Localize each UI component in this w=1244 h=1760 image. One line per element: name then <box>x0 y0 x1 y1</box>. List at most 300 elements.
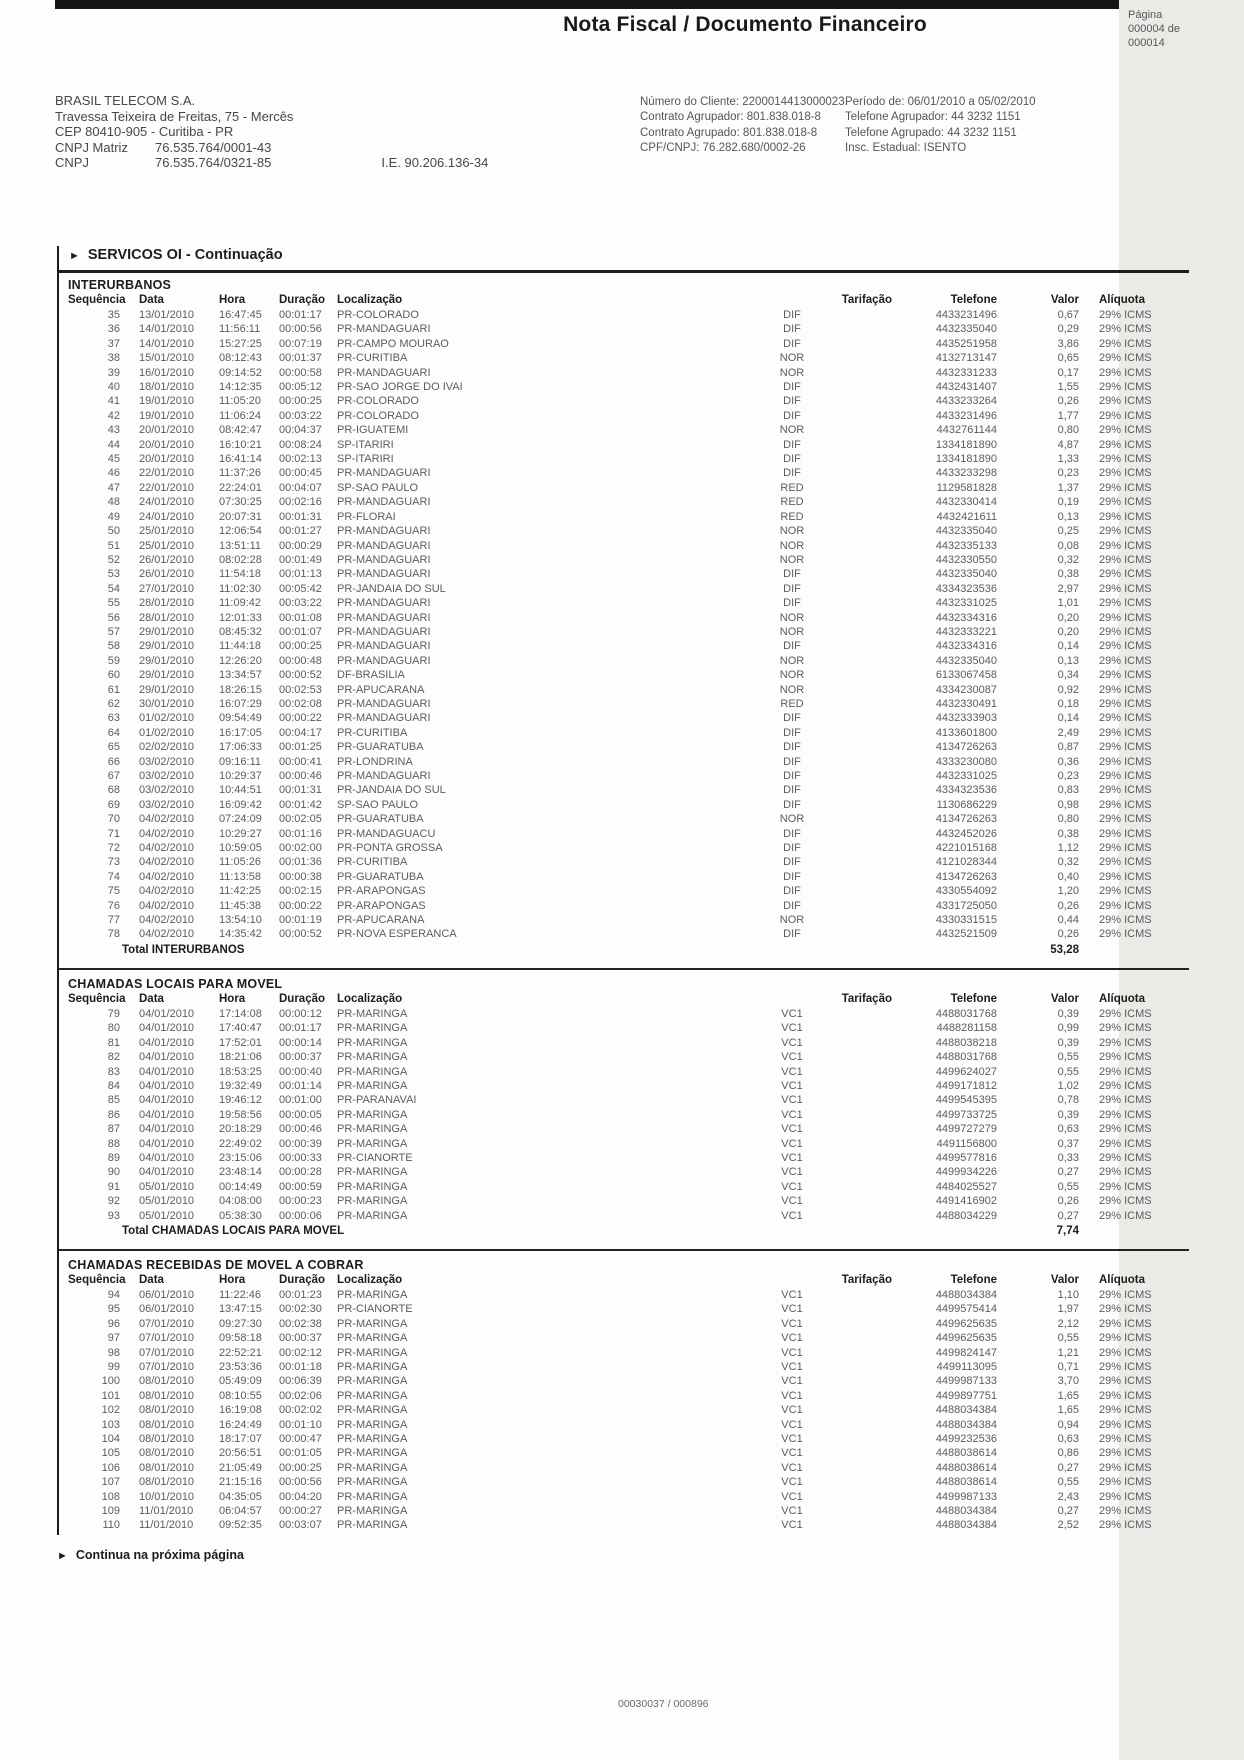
cell-valor: 1,97 <box>1057 1303 1079 1316</box>
cell-localizacao: PR-ARAPONGAS <box>337 885 426 898</box>
cell-hora: 10:29:37 <box>219 770 262 782</box>
cell-aliquota: 29% ICMS <box>1099 352 1152 365</box>
calls-table <box>68 992 1178 1240</box>
cell-data: 08/01/2010 <box>139 1404 195 1417</box>
cell-hora: 11:02:30 <box>219 582 262 595</box>
table-row <box>68 1165 1178 1179</box>
cell-aliquota: 29% ICMS <box>1099 1461 1152 1474</box>
cell-tarifacao: VC1 <box>781 1079 803 1092</box>
cell-aliquota: 29% ICMS <box>1099 1346 1152 1359</box>
page-indicator <box>1128 8 1180 50</box>
cell-localizacao: PR-MARINGA <box>337 1447 408 1460</box>
customer-block-right <box>845 95 1036 157</box>
cell-aliquota: 29% ICMS <box>1099 337 1152 350</box>
table-row <box>68 1007 1178 1021</box>
page-total: 000014 <box>1128 37 1165 49</box>
cell-duracao: 00:01:31 <box>279 510 322 523</box>
cell-duracao: 00:00:46 <box>279 1123 322 1136</box>
cell-telefone: 4491156800 <box>936 1137 997 1150</box>
table-row <box>68 625 1178 639</box>
cell-data: 04/02/2010 <box>139 885 195 898</box>
cell-valor: 0,08 <box>1057 539 1079 552</box>
cell-localizacao: PR-MANDAGUARI <box>337 323 431 336</box>
cell-aliquota: 29% ICMS <box>1099 784 1152 797</box>
cell-duracao: 00:02:00 <box>279 842 322 855</box>
table-section-interurbanos <box>59 273 1189 961</box>
cell-telefone: 4499624027 <box>935 1065 997 1078</box>
table-section-chamadas-recebidas <box>59 1249 1189 1535</box>
cell-sequencia: 101 <box>101 1389 120 1402</box>
cell-hora: 17:06:33 <box>219 741 262 754</box>
cell-duracao: 00:02:38 <box>279 1317 322 1330</box>
cell-hora: 08:42:47 <box>219 424 262 437</box>
cell-localizacao: SP-ITARIRI <box>337 438 394 451</box>
cell-sequencia: 53 <box>107 568 120 581</box>
cell-localizacao: PR-MARINGA <box>337 1505 408 1518</box>
cell-duracao: 00:00:38 <box>279 870 322 883</box>
cell-localizacao: PR-COLORADO <box>337 409 419 422</box>
cell-valor: 4,87 <box>1057 438 1079 451</box>
cell-aliquota: 29% ICMS <box>1099 481 1152 494</box>
table-row <box>68 1331 1178 1345</box>
cell-aliquota: 29% ICMS <box>1099 568 1152 581</box>
table-row <box>68 380 1178 394</box>
cell-data: 08/01/2010 <box>139 1389 195 1402</box>
cell-valor: 0,33 <box>1057 1151 1079 1164</box>
cell-duracao: 00:00:41 <box>279 755 322 768</box>
cell-hora: 22:52:21 <box>219 1346 262 1359</box>
cell-sequencia: 107 <box>101 1476 120 1489</box>
cell-duracao: 00:00:39 <box>279 1137 322 1150</box>
table-row <box>68 1317 1178 1331</box>
table-row <box>68 1180 1178 1194</box>
cell-telefone: 4499625635 <box>935 1332 997 1345</box>
cell-tarifacao: DIF <box>783 395 801 408</box>
cell-tarifacao: VC1 <box>781 1404 803 1417</box>
cell-valor: 0,19 <box>1057 496 1079 509</box>
company-block <box>55 93 488 171</box>
cell-aliquota: 29% ICMS <box>1099 1418 1152 1431</box>
cell-hora: 21:05:49 <box>219 1461 262 1474</box>
cell-data: 03/02/2010 <box>139 755 195 768</box>
cell-duracao: 00:01:00 <box>279 1094 322 1107</box>
cell-hora: 17:52:01 <box>219 1036 262 1049</box>
cell-tarifacao: DIF <box>783 337 801 350</box>
company-cnpj-matriz-row <box>55 140 488 156</box>
customer-block-left <box>640 95 845 157</box>
customer-number: Número do Cliente: 2200014413000023 <box>640 96 845 108</box>
total-spacer <box>692 1223 892 1240</box>
cell-localizacao: PR-MARINGA <box>337 1404 408 1417</box>
cell-telefone: 4488034384 <box>935 1505 997 1518</box>
cell-hora: 08:10:55 <box>219 1389 262 1402</box>
cell-telefone: 4133601800 <box>935 726 997 739</box>
cell-telefone: 4432331025 <box>935 597 997 610</box>
cell-duracao: 00:01:17 <box>279 1022 322 1035</box>
table-row <box>68 1389 1178 1403</box>
cell-tarifacao: VC1 <box>781 1519 803 1532</box>
cell-valor: 1,02 <box>1057 1079 1079 1092</box>
cell-localizacao: PR-LONDRINA <box>337 755 413 768</box>
cell-valor: 0,55 <box>1057 1476 1079 1489</box>
total-spacer <box>892 942 997 959</box>
cell-telefone: 4432335040 <box>935 525 997 538</box>
cell-telefone: 4432431407 <box>935 381 997 394</box>
cell-localizacao: PR-MARINGA <box>337 1036 408 1049</box>
cell-hora: 23:53:36 <box>219 1361 262 1373</box>
cell-data: 29/01/2010 <box>139 669 195 682</box>
column-header-duracao: Duração <box>279 1273 326 1286</box>
table-row <box>68 596 1178 610</box>
table-row <box>68 783 1178 797</box>
cell-tarifacao: VC1 <box>781 1389 803 1402</box>
cell-duracao: 00:00:56 <box>279 1476 322 1489</box>
cell-tarifacao: RED <box>780 697 804 710</box>
table-row <box>68 639 1178 653</box>
cell-duracao: 00:04:17 <box>279 726 322 739</box>
table-row <box>68 726 1178 740</box>
cell-valor: 0,39 <box>1057 1036 1079 1049</box>
cell-data: 04/01/2010 <box>139 1036 195 1049</box>
cell-localizacao: PR-MARINGA <box>337 1490 408 1503</box>
cell-data: 05/01/2010 <box>139 1209 195 1222</box>
cell-hora: 11:44:18 <box>219 640 262 653</box>
cell-tarifacao: RED <box>780 496 804 509</box>
cell-telefone: 4334230087 <box>935 683 997 696</box>
cell-valor: 0,40 <box>1057 870 1079 883</box>
cell-hora: 08:45:32 <box>219 625 262 638</box>
cell-localizacao: PR-NOVA ESPERANCA <box>337 928 457 941</box>
cell-tarifacao: VC1 <box>781 1108 803 1121</box>
cell-duracao: 00:06:39 <box>279 1375 322 1388</box>
page-number: 000004 de <box>1128 23 1180 35</box>
table-row <box>68 1137 1178 1151</box>
cell-localizacao: PR-JANDAIA DO SUL <box>337 784 446 797</box>
cell-hora: 14:12:35 <box>219 381 262 394</box>
cell-hora: 23:15:06 <box>219 1151 262 1164</box>
cell-telefone: 4499897751 <box>935 1389 997 1402</box>
cell-tarifacao: VC1 <box>781 1007 803 1020</box>
cell-telefone: 4432452026 <box>935 827 997 840</box>
table-row <box>68 438 1178 452</box>
cell-aliquota: 29% ICMS <box>1099 1433 1152 1446</box>
cell-aliquota: 29% ICMS <box>1099 1404 1152 1417</box>
cell-sequencia: 94 <box>107 1288 120 1301</box>
cell-sequencia: 110 <box>102 1519 120 1532</box>
cell-sequencia: 108 <box>101 1490 120 1503</box>
cell-localizacao: PR-MARINGA <box>337 1433 408 1446</box>
cell-hora: 11:37:26 <box>219 467 262 480</box>
cell-aliquota: 29% ICMS <box>1099 697 1152 710</box>
cell-data: 08/01/2010 <box>139 1447 195 1460</box>
cell-localizacao: PR-CURITIBA <box>337 726 408 739</box>
cell-localizacao: PR-CURITIBA <box>337 856 408 869</box>
cell-tarifacao: VC1 <box>781 1151 803 1164</box>
cell-valor: 0,26 <box>1057 1195 1079 1208</box>
table-row <box>68 1518 1178 1532</box>
cell-sequencia: 63 <box>107 712 120 725</box>
cell-hora: 22:49:02 <box>219 1137 262 1150</box>
cell-telefone: 4488038614 <box>935 1447 997 1460</box>
cell-sequencia: 89 <box>107 1151 120 1164</box>
cell-tarifacao: VC1 <box>781 1346 803 1359</box>
cell-tarifacao: NOR <box>779 366 805 379</box>
cell-localizacao: PR-MANDAGUARI <box>337 525 431 538</box>
cell-data: 20/01/2010 <box>139 453 195 466</box>
cell-valor: 0,18 <box>1057 697 1079 710</box>
cell-hora: 19:58:56 <box>219 1108 262 1121</box>
cell-telefone: 4432330550 <box>935 553 997 566</box>
cell-aliquota: 29% ICMS <box>1099 1180 1152 1193</box>
cell-tarifacao: VC1 <box>781 1166 803 1179</box>
cell-valor: 0,38 <box>1057 827 1079 840</box>
cell-hora: 09:27:30 <box>219 1317 262 1330</box>
column-header-row <box>68 992 1178 1007</box>
cell-telefone: 4334323536 <box>935 582 997 595</box>
cell-tarifacao: VC1 <box>781 1209 803 1222</box>
cell-sequencia: 37 <box>107 337 120 350</box>
cell-telefone: 4499545395 <box>935 1094 997 1107</box>
cell-aliquota: 29% ICMS <box>1099 1036 1152 1049</box>
cell-data: 29/01/2010 <box>139 683 195 696</box>
cell-localizacao: PR-MANDAGUARI <box>337 625 431 638</box>
cell-valor: 0,55 <box>1057 1065 1079 1078</box>
cell-aliquota: 29% ICMS <box>1099 510 1152 523</box>
cell-duracao: 00:04:37 <box>279 424 322 437</box>
cell-tarifacao: DIF <box>783 928 801 941</box>
cell-sequencia: 80 <box>107 1022 120 1035</box>
cell-duracao: 00:08:24 <box>279 438 322 451</box>
cell-data: 04/01/2010 <box>139 1007 195 1020</box>
cell-localizacao: PR-CAMPO MOURAO <box>337 337 449 350</box>
cell-tarifacao: VC1 <box>781 1094 803 1107</box>
cell-valor: 0,26 <box>1057 395 1079 408</box>
cell-telefone: 4432521509 <box>935 928 997 941</box>
cell-localizacao: PR-MARINGA <box>337 1346 408 1359</box>
cell-aliquota: 29% ICMS <box>1099 1166 1152 1179</box>
cell-sequencia: 105 <box>101 1447 120 1460</box>
cell-hora: 10:29:27 <box>219 827 262 840</box>
contrato-agrupado: Contrato Agrupado: 801.838.018-8 <box>640 126 818 139</box>
column-header-valor: Valor <box>1050 992 1079 1005</box>
cell-aliquota: 29% ICMS <box>1099 1065 1152 1078</box>
table-row <box>68 1302 1178 1316</box>
cell-duracao: 00:01:13 <box>279 568 322 581</box>
cell-tarifacao: DIF <box>783 741 801 754</box>
cell-sequencia: 99 <box>107 1361 120 1373</box>
cell-valor: 1,33 <box>1057 453 1079 466</box>
cell-hora: 12:26:20 <box>219 654 262 667</box>
cell-telefone: 4134726263 <box>935 870 997 883</box>
cell-data: 14/01/2010 <box>139 337 195 350</box>
cell-tarifacao: NOR <box>779 813 805 826</box>
cell-localizacao: PR-MARINGA <box>337 1180 408 1193</box>
cell-aliquota: 29% ICMS <box>1099 669 1152 682</box>
cell-telefone: 1334181890 <box>935 453 997 466</box>
cell-data: 03/02/2010 <box>139 798 195 811</box>
cell-localizacao: PR-MARINGA <box>337 1332 408 1345</box>
cell-valor: 2,52 <box>1057 1519 1079 1532</box>
table-row <box>68 1490 1178 1504</box>
cell-sequencia: 77 <box>107 914 120 927</box>
cell-duracao: 00:03:22 <box>279 409 322 422</box>
table-row <box>68 1151 1178 1165</box>
cell-aliquota: 29% ICMS <box>1099 1195 1152 1208</box>
cell-tarifacao: NOR <box>779 424 805 437</box>
table-row <box>68 1432 1178 1446</box>
cell-tarifacao: VC1 <box>781 1476 803 1489</box>
cell-hora: 07:30:25 <box>219 496 262 509</box>
cell-tarifacao: DIF <box>783 827 801 840</box>
cell-hora: 17:14:08 <box>219 1007 262 1020</box>
section-arrow-icon: ► <box>69 250 80 262</box>
cell-tarifacao: NOR <box>779 611 805 624</box>
table-row <box>68 1403 1178 1417</box>
cell-sequencia: 78 <box>107 928 120 941</box>
cell-telefone: 6133067458 <box>935 669 997 682</box>
cell-hora: 09:52:35 <box>219 1519 262 1532</box>
insc-estadual: Insc. Estadual: ISENTO <box>845 142 967 155</box>
total-spacer <box>692 942 892 959</box>
cell-data: 05/01/2010 <box>139 1180 195 1193</box>
cell-sequencia: 62 <box>107 697 120 710</box>
cell-data: 04/01/2010 <box>139 1094 195 1107</box>
column-header-data: Data <box>139 1273 164 1286</box>
total-spacer <box>1079 942 1178 959</box>
cell-aliquota: 29% ICMS <box>1099 1007 1152 1020</box>
cell-hora: 15:27:25 <box>219 337 262 350</box>
cell-sequencia: 67 <box>107 770 120 782</box>
cell-tarifacao: DIF <box>783 712 801 725</box>
cell-sequencia: 64 <box>107 726 120 739</box>
cell-aliquota: 29% ICMS <box>1099 827 1152 840</box>
cell-sequencia: 85 <box>107 1094 120 1107</box>
cell-localizacao: PR-IGUATEMI <box>337 424 409 437</box>
cell-telefone: 4499987133 <box>935 1490 997 1503</box>
table-row <box>68 755 1178 769</box>
cell-aliquota: 29% ICMS <box>1099 1476 1152 1489</box>
cell-localizacao: PR-MANDAGUARI <box>337 697 431 710</box>
cell-telefone: 4488031768 <box>935 1051 997 1064</box>
cell-tarifacao: DIF <box>783 856 801 869</box>
cell-data: 16/01/2010 <box>139 366 195 379</box>
cell-hora: 11:54:18 <box>219 568 262 581</box>
cell-telefone: 4334323536 <box>935 784 997 797</box>
cell-data: 08/01/2010 <box>139 1418 195 1431</box>
cell-valor: 0,80 <box>1057 813 1079 826</box>
cell-duracao: 00:00:48 <box>279 654 322 667</box>
cell-hora: 20:07:31 <box>219 510 262 523</box>
cell-sequencia: 87 <box>107 1123 120 1136</box>
cell-tarifacao: NOR <box>779 352 805 365</box>
cell-duracao: 00:01:08 <box>279 611 322 624</box>
cell-telefone: 4488038614 <box>935 1476 997 1489</box>
table-row <box>68 668 1178 682</box>
cell-sequencia: 51 <box>107 539 120 552</box>
table-row <box>68 452 1178 466</box>
cell-sequencia: 56 <box>107 611 120 624</box>
telefone-agrupador: Telefone Agrupador: 44 3232 1151 <box>845 111 1021 124</box>
cell-sequencia: 86 <box>107 1108 120 1121</box>
cell-tarifacao: NOR <box>779 669 805 682</box>
cell-telefone: 4435251958 <box>935 337 997 350</box>
cell-aliquota: 29% ICMS <box>1099 770 1152 782</box>
table-row <box>68 1065 1178 1079</box>
cell-valor: 0,27 <box>1057 1461 1079 1474</box>
cell-localizacao: PR-MARINGA <box>337 1476 408 1489</box>
total-label: Total CHAMADAS LOCAIS PARA MOVEL <box>122 1224 345 1237</box>
cell-tarifacao: DIF <box>783 640 801 653</box>
cell-data: 07/01/2010 <box>139 1346 195 1359</box>
calls-table <box>68 1273 1178 1533</box>
cell-localizacao: PR-MANDAGUARI <box>337 640 431 653</box>
cell-duracao: 00:01:42 <box>279 798 322 811</box>
calls-table <box>68 293 1178 959</box>
cell-data: 08/01/2010 <box>139 1476 195 1489</box>
table-row <box>68 1021 1178 1035</box>
column-header-duracao: Duração <box>279 992 326 1005</box>
cell-localizacao: PR-MARINGA <box>337 1137 408 1150</box>
cell-duracao: 00:04:07 <box>279 481 322 494</box>
cnpj-matriz-value: 76.535.764/0001-43 <box>155 139 272 155</box>
cell-aliquota: 29% ICMS <box>1099 309 1152 321</box>
cell-aliquota: 29% ICMS <box>1099 798 1152 811</box>
cell-data: 04/02/2010 <box>139 842 195 855</box>
cell-data: 04/02/2010 <box>139 827 195 840</box>
cell-tarifacao: DIF <box>783 870 801 883</box>
cell-localizacao: PR-MANDAGUARI <box>337 366 431 379</box>
cell-localizacao: PR-MARINGA <box>337 1022 408 1035</box>
cell-tarifacao: VC1 <box>781 1361 803 1373</box>
cell-telefone: 4333230080 <box>935 755 997 768</box>
cell-data: 04/02/2010 <box>139 870 195 883</box>
cell-localizacao: PR-CIANORTE <box>337 1303 413 1316</box>
cell-valor: 0,23 <box>1057 467 1079 480</box>
cell-duracao: 00:00:56 <box>279 323 322 336</box>
cell-tarifacao: VC1 <box>781 1137 803 1150</box>
cell-localizacao: SP-SAO PAULO <box>337 798 419 811</box>
cell-localizacao: PR-MARINGA <box>337 1389 408 1402</box>
cell-valor: 1,55 <box>1057 381 1079 394</box>
cell-localizacao: PR-MANDAGUARI <box>337 539 431 552</box>
table-row <box>68 1374 1178 1388</box>
column-header-data: Data <box>139 992 164 1005</box>
cell-telefone: 4432334316 <box>935 640 997 653</box>
cell-hora: 00:14:49 <box>219 1180 262 1193</box>
cnpj-value: 76.535.764/0321-85 <box>155 155 272 171</box>
ie-value: I.E. 90.206.136-34 <box>381 155 489 171</box>
cell-valor: 0,37 <box>1057 1137 1079 1150</box>
cell-aliquota: 29% ICMS <box>1099 1079 1152 1092</box>
table-row <box>68 466 1178 480</box>
cell-duracao: 00:00:06 <box>279 1209 322 1222</box>
cell-valor: 1,21 <box>1057 1346 1079 1359</box>
cell-aliquota: 29% ICMS <box>1099 381 1152 394</box>
cell-aliquota: 29% ICMS <box>1099 640 1152 653</box>
cell-sequencia: 69 <box>107 798 120 811</box>
cell-telefone: 4499934226 <box>935 1166 997 1179</box>
cell-localizacao: PR-MANDAGUARI <box>337 597 431 610</box>
cell-valor: 2,49 <box>1057 726 1079 739</box>
cell-telefone: 4488034384 <box>935 1404 997 1417</box>
table-row <box>68 740 1178 754</box>
cell-aliquota: 29% ICMS <box>1099 856 1152 869</box>
cell-valor: 1,77 <box>1057 409 1079 422</box>
column-header-data: Data <box>139 294 164 306</box>
cell-sequencia: 81 <box>107 1036 120 1049</box>
cell-hora: 23:48:14 <box>219 1166 262 1179</box>
cell-data: 28/01/2010 <box>139 611 195 624</box>
